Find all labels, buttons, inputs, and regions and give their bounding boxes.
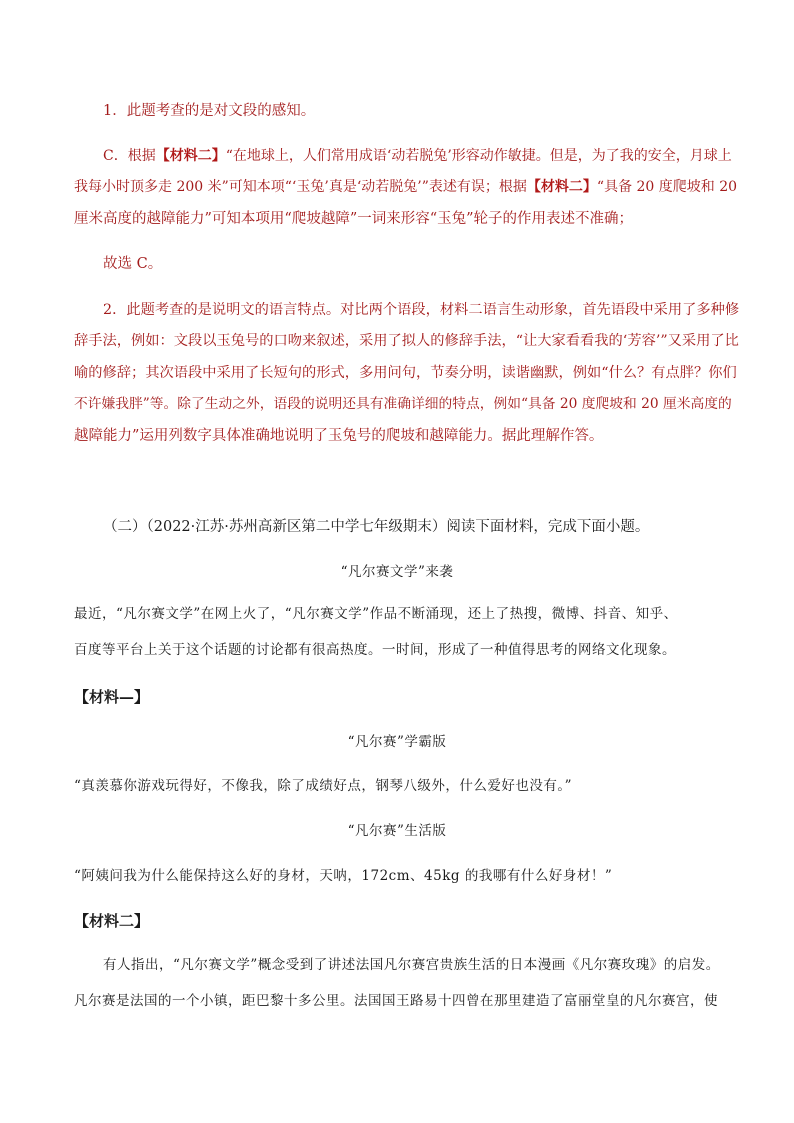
- q1-c-prefix: C．根据: [103, 148, 156, 164]
- article-title: “凡尔赛文学”来袭: [340, 564, 454, 580]
- material2-label: 【材料二】: [74, 912, 150, 930]
- q2-line-1: 2．此题考查的是说明文的语言特点。对比两个语段，材料二语言生动形象，首先语段中采用了多种修: [103, 302, 740, 318]
- q2-line-5: 越障能力”运用列数字具体准确地说明了玉兔号的爬坡和越障能力。据此理解作答。: [74, 428, 604, 444]
- para2-line-2: 凡尔赛是法国的一个小镇，距巴黎十多公里。法国国王路易十四曾在那里建造了富丽堂皇的凡尔赛宫，使: [74, 993, 718, 1009]
- section2-intro: （二）（2022·江苏·苏州高新区第二中学七年级期末）阅读下面材料，完成下面小题。: [103, 519, 650, 535]
- material1-label: 【材料—】: [74, 688, 150, 706]
- q1-c-text2: “具备 20 度爬坡和 20: [596, 179, 738, 195]
- q1-option-c-line3: 厘米高度的越障能力”可知本项用“爬坡越障”一词来形容“玉兔”轮子的作用表述不准确；: [74, 211, 634, 227]
- q2-line-2: 辞手法，例如：文段以玉兔号的口吻来叙述，采用了拟人的修辞手法，“让大家看看我的‘芳容’”又采用了比: [74, 333, 739, 349]
- para1-line-2: 百度等平台上关于这个话题的讨论都有很高热度。一时间，形成了一种值得思考的网络文化现象。: [74, 642, 676, 658]
- sub2-title: “凡尔赛”生活版: [347, 823, 447, 839]
- q1-intro: 1．此题考查的是对文段的感知。: [103, 103, 316, 119]
- q1-c-text1: 我每小时顶多走 200 米”可知本项“‘玉兔’真是‘动若脱兔’”表述有误；根据: [74, 179, 527, 195]
- q1-option-c-line2: [74, 177, 737, 197]
- sub1-quote: “真羡慕你游戏玩得好，不像我，除了成绩好点，钢琴八级外，什么爱好也没有。”: [74, 778, 573, 794]
- q1-option-c-line1: [103, 146, 732, 166]
- para1-line-1: 最近，“凡尔赛文学”在网上火了，“凡尔赛文学”作品不断涌现，还上了热搜，微博、抖音、知乎、: [74, 606, 678, 622]
- q1-choice: 故选 C。: [103, 256, 163, 272]
- q2-line-4: 不许嫌我胖”等。除了生动之外，语段的说明还具有准确详细的特点，例如“具备 20 度爬坡和 20 厘米高度的: [74, 396, 732, 412]
- material2-ref: 【材料二】: [155, 148, 226, 164]
- q1-c-suffix: “在地球上，人们常用成语‘动若脱兔’形容动作敏捷。但是，为了我的安全，月球上: [225, 148, 732, 164]
- para2-line-1: 有人指出，“凡尔赛文学”概念受到了讲述法国凡尔赛宫贵族生活的日本漫画《凡尔赛玫瑰》的启发。: [103, 957, 720, 973]
- sub2-quote: “阿姨问我为什么能保持这么好的身材，天呐，172cm、45kg 的我哪有什么好身材！”: [74, 868, 613, 884]
- q2-line-3: 喻的修辞；其次语段中采用了长短句的形式，多用问句，节奏分明，读谐幽默，例如“什么？有点胖？你们: [74, 365, 737, 381]
- sub1-title: “凡尔赛”学霸版: [347, 734, 447, 750]
- material2-ref-2: 【材料二】: [526, 179, 597, 195]
